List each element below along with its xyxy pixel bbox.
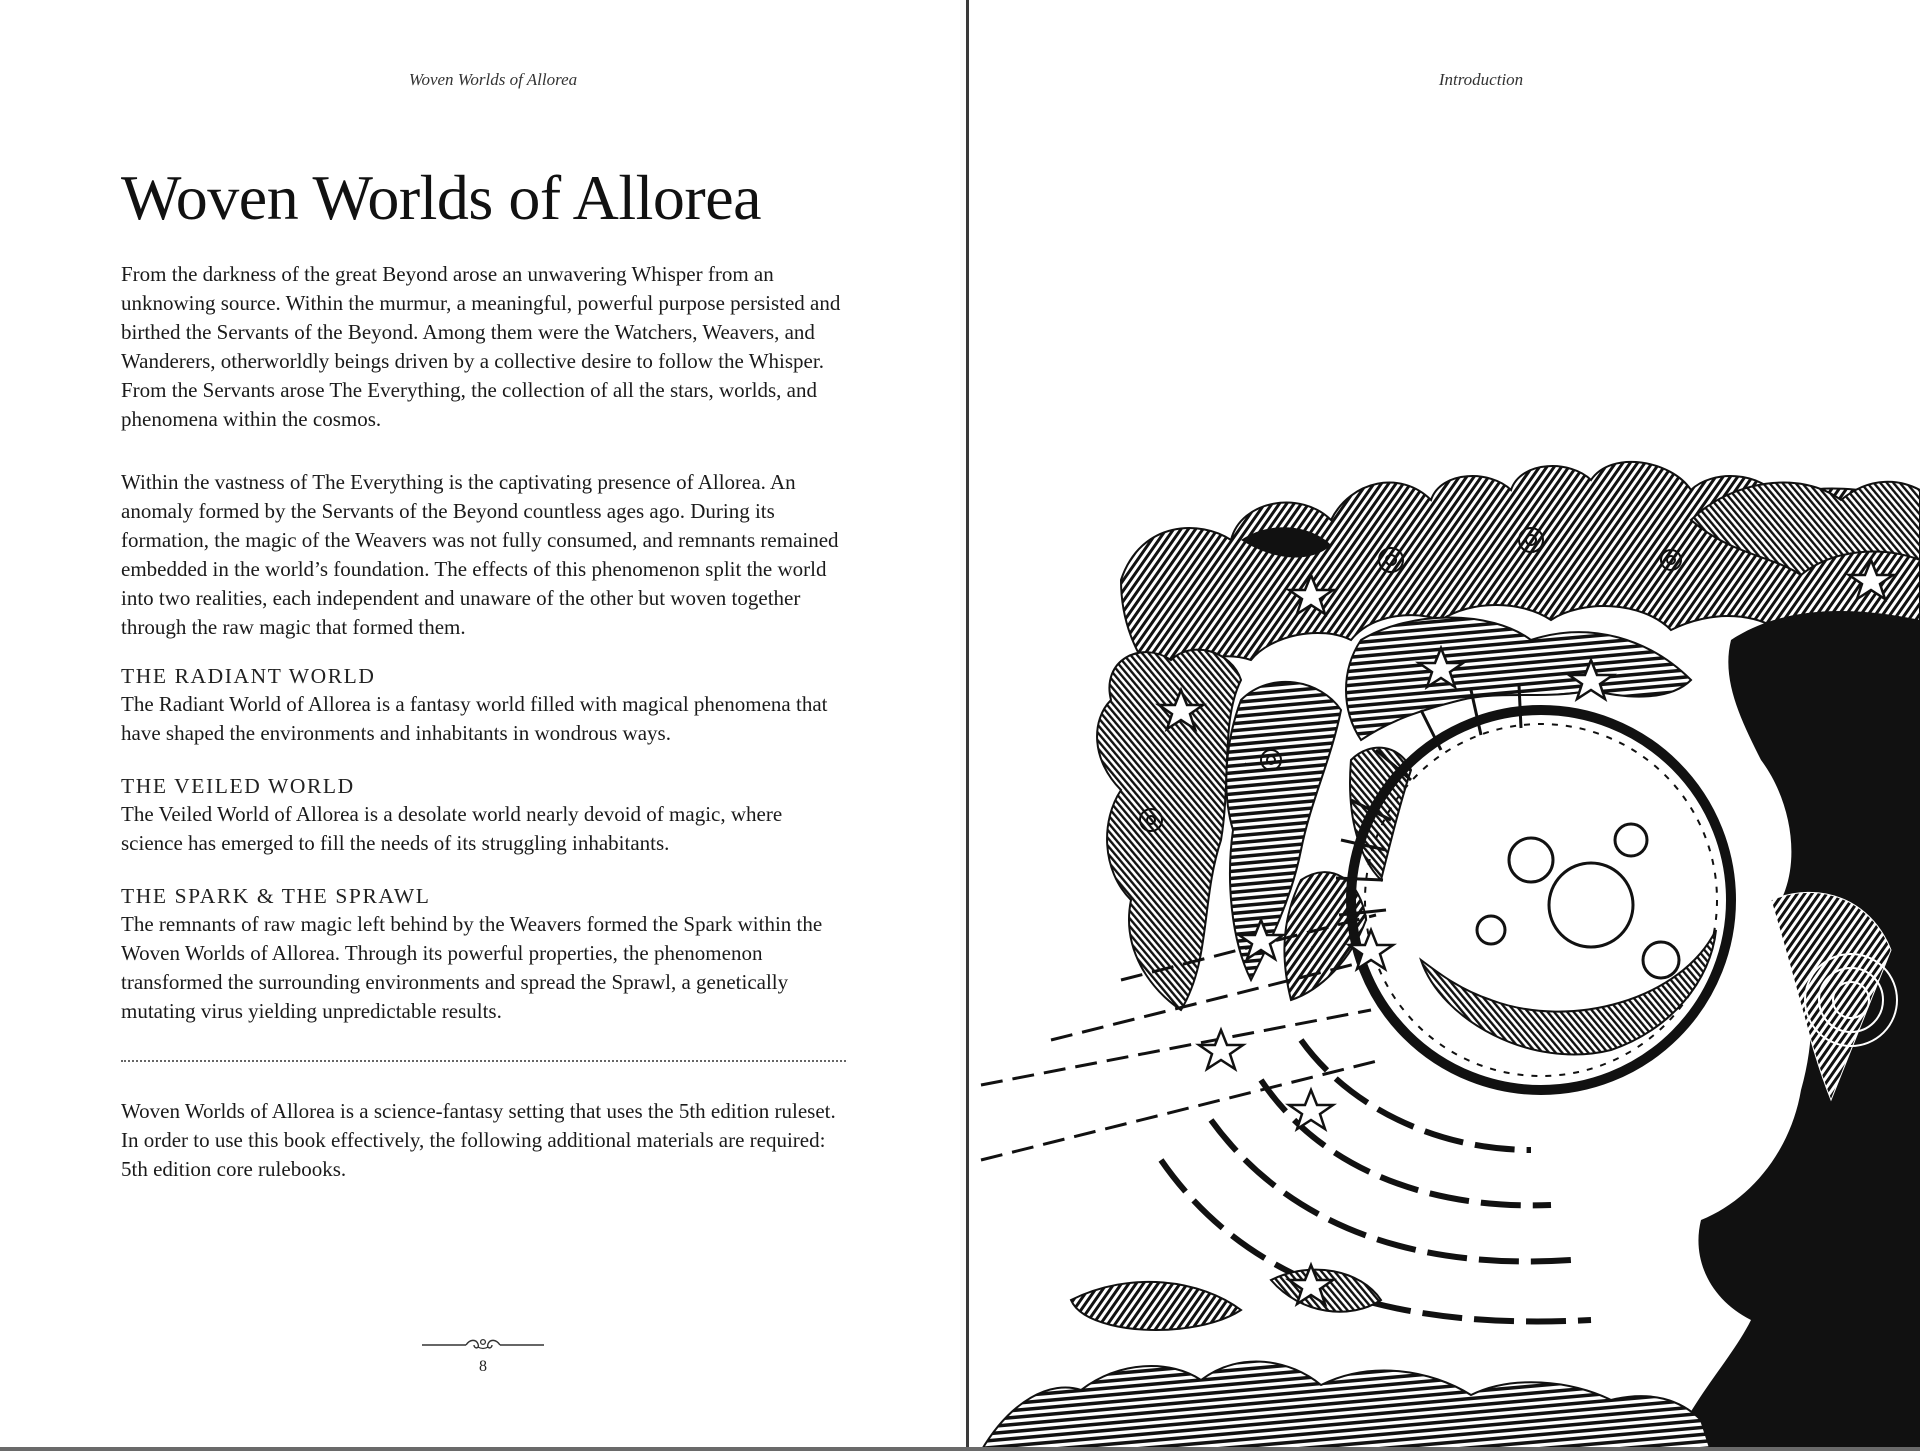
folio-ornament-icon [420,1336,546,1352]
right-page [971,0,1920,1451]
veiled-world-text: The Veiled World of Allorea is a desolate world nearly devoid of magic, where science has emerged to fill the needs of its struggling inhabitants. [121,802,783,855]
intro-paragraph-1: From the darkness of the great Beyond arose an unwavering Whisper from an unknowing source. Within the murmur, a meaningful, powerful purpose persisted and birthed the Servants of the Beyond. Among them were the Watchers, Weavers, and Wanderers, otherworldly beings driven by a collective desire to follow the Whisper. From the Servants arose The Everything, the collection of all the stars, worlds, and phenomena within the cosmos. [121,262,841,431]
radiant-world-text: The Radiant World of Allorea is a fantasy world filled with magical phenomena that have shaped the environments and inhabitants in wondrous ways. [121,692,828,745]
running-head-right: Introduction [1438,70,1524,89]
page-number: 8 [479,1358,487,1375]
spark-sprawl-text: The remnants of raw magic left behind by the Weavers formed the Spark within the Woven Worlds of Allorea. Through its powerful properties, the phenomenon transformed the surrounding environments and spread the Sprawl, a genetically mutating virus yielding unpredictable results. [121,912,823,1023]
heading-veiled-world: THE VEILED WORLD [121,774,355,798]
heading-radiant-world: THE RADIANT WORLD [121,664,376,688]
bottom-edge [0,1447,1920,1451]
requirements-note: Woven Worlds of Allorea is a science-fantasy setting that uses the 5th edition ruleset. In order to use this book effectively, the following additional materials are required: 5th edition core rulebooks. [121,1099,836,1181]
main-content [121,160,846,1184]
page-title: Woven Worlds of Allorea [121,162,761,233]
heading-spark-sprawl: THE SPARK & THE SPRAWL [121,884,431,908]
intro-paragraph-2: Within the vastness of The Everything is the captivating presence of Allorea. An anomaly formed by the Servants of the Beyond countless ages ago. During its formation, the magic of the Weavers was not fully consumed, and remnants remained embedded in the world’s foundation. The effects of this phenomenon split the world into two realities, each independent and unaware of the other but woven together through the raw magic that formed them. [121,470,839,639]
page-gutter [966,0,969,1451]
dotted-divider [121,1060,846,1062]
cosmic-vortex-illustration-icon [971,0,1920,1451]
running-head-left: Woven Worlds of Allorea [408,70,578,89]
